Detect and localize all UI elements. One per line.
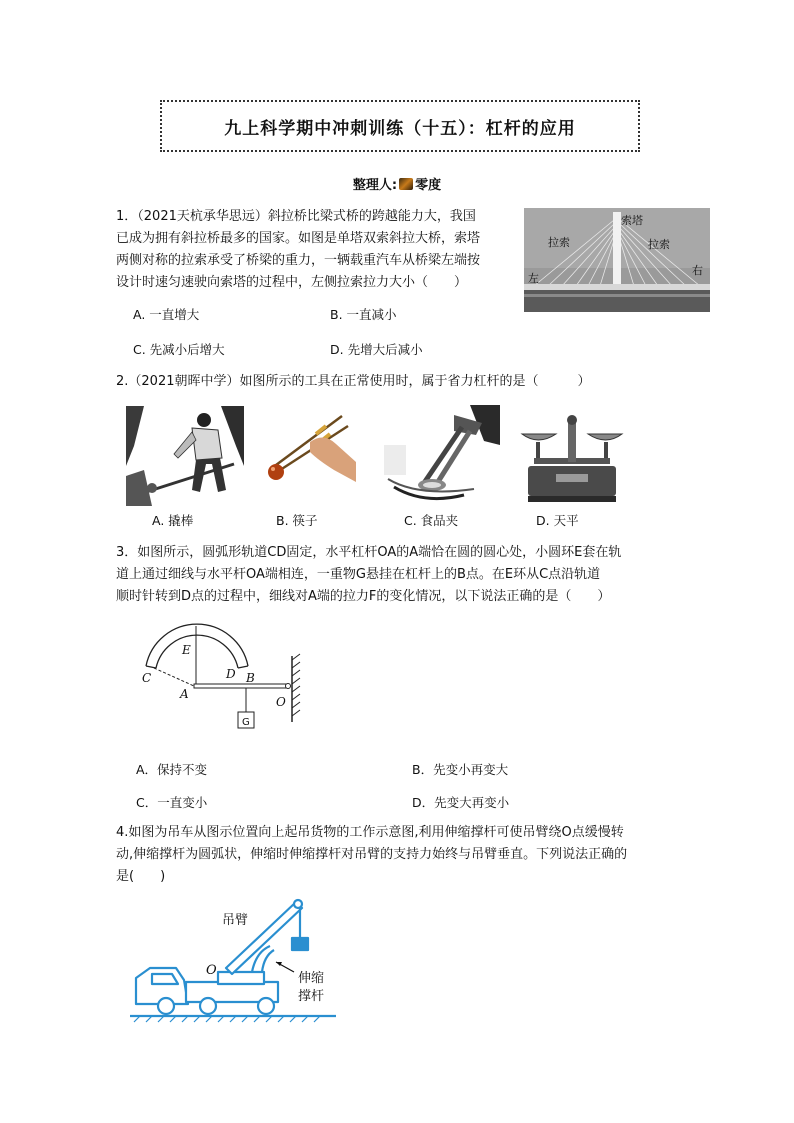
title-box (160, 100, 640, 152)
q1-text (116, 206, 516, 294)
bridge-label-cable-left: 拉索 (548, 236, 570, 249)
q3-text (116, 542, 716, 608)
bridge-photo (524, 208, 710, 312)
q1-option-b[interactable]: B. 一直减小 (330, 307, 397, 322)
compiler-label: 整理人: (352, 178, 398, 193)
q1-line-1: 1．（2021天杭承华思远）斜拉桥比梁式桥的跨越能力大，我国 (116, 209, 476, 224)
lever-arc-diagram (130, 618, 310, 738)
label-g: G (242, 717, 250, 728)
q2-caption-a[interactable]: A. 撬棒 (152, 513, 194, 528)
label-b: B (246, 671, 255, 685)
q2-caption-c[interactable]: C. 食品夹 (404, 513, 459, 528)
q3-option-b[interactable]: B．先变小再变大 (412, 762, 509, 777)
q1-option-a[interactable]: A. 一直增大 (133, 307, 200, 322)
bridge-label-tower: 索塔 (621, 214, 643, 227)
q2-text: 2.（2021朝晖中学）如图所示的工具在正常使用时，属于省力杠杆的是（ ） (116, 374, 591, 389)
balance-scale-image (516, 412, 628, 504)
bridge-label-cable-right: 拉索 (648, 238, 670, 251)
label-a: A (180, 687, 189, 701)
q1-line-4: 设计时速匀速驶向索塔的过程中，左侧拉索拉力大小（ ） (116, 275, 468, 290)
crane-label-boom: 吊臂 (222, 913, 249, 928)
label-d: D (226, 667, 236, 681)
q1-option-c[interactable]: C. 先减小后增大 (133, 342, 225, 357)
label-c: C (142, 671, 152, 685)
crowbar-image (126, 406, 244, 506)
page-title: 九上科学期中冲刺训练（十五）：杠杆的应用 (224, 118, 576, 139)
q4-text (116, 822, 716, 888)
q4-line-2: 动,伸缩撑杆为圆弧状，伸缩时伸缩撑杆对吊臂的支持力始终与吊臂垂直。下列说法正确的 (116, 847, 628, 862)
crane-diagram (126, 896, 346, 1028)
bridge-label-right: 右 (692, 264, 703, 277)
q3-line-1: 3．如图所示，圆弧形轨道CD固定，水平杠杆OA的A端恰在圆的圆心处，小圆环E套在轨 (116, 545, 622, 560)
crane-label-strut-2: 撑杆 (298, 989, 325, 1004)
q3-option-c[interactable]: C．一直变小 (136, 795, 208, 810)
q3-line-3: 顺时针转到D点的过程中，细线对A端的拉力F的变化情况，以下说法正确的是（ ） (116, 589, 611, 604)
food-tongs-image (384, 405, 500, 505)
q3-option-a[interactable]: A．保持不变 (136, 762, 208, 777)
q1-option-d[interactable]: D. 先增大后减小 (330, 342, 423, 357)
q2-caption-b[interactable]: B. 筷子 (276, 513, 318, 528)
crane-label-o: O (206, 963, 217, 978)
compiler-line (0, 174, 794, 193)
q3-option-d[interactable]: D．先变大再变小 (412, 795, 510, 810)
bridge-label-left: 左 (528, 272, 539, 285)
label-o: O (276, 695, 286, 709)
q1-line-2: 已成为拥有斜拉桥最多的国家。如图是单塔双索斜拉大桥，索塔 (116, 231, 481, 246)
q1-line-3: 两侧对称的拉索承受了桥梁的重力，一辆载重汽车从桥梁左端按 (116, 253, 481, 268)
crane-label-strut-1: 伸缩 (298, 971, 325, 986)
q2-caption-d[interactable]: D. 天平 (536, 513, 579, 528)
compiler-name: 零度 (415, 178, 442, 193)
compiler-avatar-icon (399, 178, 413, 190)
label-e: E (182, 643, 191, 657)
q4-line-3: 是( ) (116, 869, 166, 884)
chopsticks-image (264, 412, 358, 502)
q4-line-1: 4.如图为吊车从图示位置向上起吊货物的工作示意图,利用伸缩撑杆可使吊臂绕O点缓慢转 (116, 825, 624, 840)
q3-line-2: 道上通过细线与水平杆OA端相连，一重物G悬挂在杠杆上的B点。在E环从C点沿轨道 (116, 567, 601, 582)
